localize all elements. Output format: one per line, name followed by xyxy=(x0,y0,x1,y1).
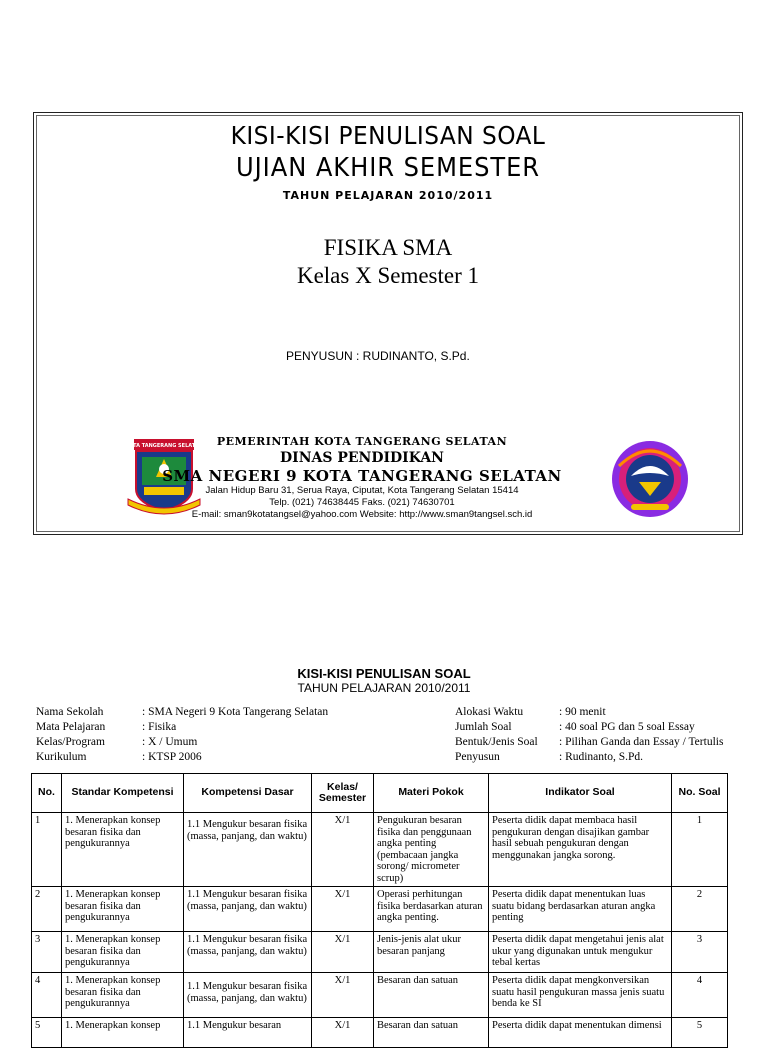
cell-kelas-semester: X/1 xyxy=(312,1018,374,1048)
cell-indikator-soal: Peserta didik dapat mengetahui jenis alat ukur yang digunakan untuk mengukur tebal kertas xyxy=(489,932,672,973)
col-header-materi-pokok: Materi Pokok xyxy=(374,774,489,813)
info-row: Bentuk/Jenis Soal : Pilihan Ganda dan Essay / Tertulis xyxy=(455,736,724,748)
cell-materi-pokok: Operasi perhitungan fisika berdasarkan aturan angka penting. xyxy=(374,887,489,932)
cell-no-soal: 4 xyxy=(672,973,728,1018)
cover-subject: FISIKA SMA xyxy=(323,235,453,260)
cell-standar-kompetensi: 1. Menerapkan konsep xyxy=(62,1018,184,1048)
cell-no-soal: 1 xyxy=(672,813,728,887)
table-row xyxy=(32,932,728,973)
info-row: Penyusun : Rudinanto, S.Pd. xyxy=(455,751,644,763)
cell-materi-pokok: Pengukuran besaran fisika dan penggunaan angka penting (pembacaan jangka sorong/ micrometer scrup) xyxy=(374,813,489,887)
cell-kelas-semester: X/1 xyxy=(312,973,374,1018)
cell-materi-pokok: Besaran dan satuan xyxy=(374,973,489,1018)
cover-title-line1: KISI-KISI PENULISAN SOAL xyxy=(230,121,546,150)
cell-indikator-soal: Peserta didik dapat membaca hasil pengukuran dengan disajikan gambar hasil sebuah pengukuran dengan menggunakan jangka sorong. xyxy=(489,813,672,887)
cell-standar-kompetensi: 1. Menerapkan konsep besaran fisika dan pengukurannya xyxy=(62,887,184,932)
logo-banner-text: KOTA TANGERANG SELATAN xyxy=(125,443,203,449)
cover-title-line2: UJIAN AKHIR SEMESTER xyxy=(235,153,541,183)
cell-standar-kompetensi: 1. Menerapkan konsep besaran fisika dan pengukurannya xyxy=(62,932,184,973)
cover-class-line: Kelas X Semester 1 xyxy=(296,263,480,288)
col-header-standar-kompetensi: Standar Kompetensi xyxy=(62,774,184,813)
doc-subtitle: TAHUN PELAJARAN 2010/2011 xyxy=(297,681,471,695)
school-logo xyxy=(609,436,691,526)
table-row xyxy=(32,1018,728,1048)
table-header-row xyxy=(32,774,728,813)
cell-kelas-semester: X/1 xyxy=(312,887,374,932)
cell-kompetensi-dasar: 1.1 Mengukur besaran xyxy=(184,1018,312,1048)
info-row: Jumlah Soal : 40 soal PG dan 5 soal Essay xyxy=(455,721,695,733)
cell-no: 5 xyxy=(32,1018,62,1048)
doc-title: KISI-KISI PENULISAN SOAL xyxy=(297,666,471,681)
cell-no: 1 xyxy=(32,813,62,887)
table-row xyxy=(32,973,728,1018)
cell-indikator-soal: Peserta didik dapat mengkonversikan suatu hasil pengukuran massa jenis suatu benda ke SI xyxy=(489,973,672,1018)
letterhead-address: Jalan Hidup Baru 31, Serua Raya, Ciputat, Kota Tangerang Selatan 15414 xyxy=(205,485,519,496)
cell-standar-kompetensi: 1. Menerapkan konsep besaran fisika dan pengukurannya xyxy=(62,973,184,1018)
letterhead-school-name: SMA NEGERI 9 KOTA TANGERANG SELATAN xyxy=(162,467,562,485)
col-header-kompetensi-dasar: Kompetensi Dasar xyxy=(184,774,312,813)
cell-no: 3 xyxy=(32,932,62,973)
cell-standar-kompetensi: 1. Menerapkan konsep besaran fisika dan pengukurannya xyxy=(62,813,184,887)
cell-kompetensi-dasar: 1.1 Mengukur besaran fisika (massa, panjang, dan waktu) xyxy=(184,887,312,932)
cell-materi-pokok: Jenis-jenis alat ukur besaran panjang xyxy=(374,932,489,973)
cell-no-soal: 2 xyxy=(672,887,728,932)
table-row xyxy=(32,887,728,932)
cell-no-soal: 5 xyxy=(672,1018,728,1048)
cell-kompetensi-dasar: 1.1 Mengukur besaran fisika (massa, panjang, dan waktu) xyxy=(184,932,312,973)
cell-kelas-semester: X/1 xyxy=(312,932,374,973)
info-row: Mata Pelajaran : Fisika xyxy=(36,721,177,733)
col-header-no-soal: No. Soal xyxy=(672,774,728,813)
info-row: Nama Sekolah : SMA Negeri 9 Kota Tangerang Selatan xyxy=(36,706,329,718)
info-row: Alokasi Waktu : 90 menit xyxy=(455,706,606,718)
cell-kelas-semester: X/1 xyxy=(312,813,374,887)
letterhead-line1: PEMERINTAH KOTA TANGERANG SELATAN xyxy=(216,435,508,448)
col-header-indikator-soal: Indikator Soal xyxy=(489,774,672,813)
cell-no-soal: 3 xyxy=(672,932,728,973)
cover-frame xyxy=(33,112,743,535)
info-row: Kelas/Program : X / Umum xyxy=(36,736,198,748)
letterhead xyxy=(122,435,602,523)
kisi-kisi-table xyxy=(31,773,728,1048)
school-info-right xyxy=(455,705,723,765)
col-header-no: No. xyxy=(32,774,62,813)
cell-indikator-soal: Peserta didik dapat menentukan dimensi xyxy=(489,1018,672,1048)
cell-kompetensi-dasar: 1.1 Mengukur besaran fisika (massa, panjang, dan waktu) xyxy=(184,813,312,887)
letterhead-line2: DINAS PENDIDIKAN xyxy=(280,450,444,466)
table-row xyxy=(32,813,728,887)
cover-year-line: TAHUN PELAJARAN 2010/2011 xyxy=(282,189,494,202)
school-info-left xyxy=(36,705,328,765)
info-row: Kurikulum : KTSP 2006 xyxy=(36,751,202,763)
cell-indikator-soal: Peserta didik dapat menentukan luas suatu bidang berdasarkan aturan angka penting xyxy=(489,887,672,932)
cell-kompetensi-dasar: 1.1 Mengukur besaran fisika (massa, panjang, dan waktu) xyxy=(184,973,312,1018)
letterhead-email: E-mail: sman9kotatangsel@yahoo.com Website: http://www.sman9tangsel.sch.id xyxy=(191,509,533,520)
cell-no: 4 xyxy=(32,973,62,1018)
cover-author: PENYUSUN : RUDINANTO, S.Pd. xyxy=(286,349,470,363)
letterhead-phone: Telp. (021) 74638445 Faks. (021) 74630701 xyxy=(269,497,455,508)
cell-no: 2 xyxy=(32,887,62,932)
cell-materi-pokok: Besaran dan satuan xyxy=(374,1018,489,1048)
col-header-kelas-semester: Kelas/ Semester xyxy=(312,774,374,813)
